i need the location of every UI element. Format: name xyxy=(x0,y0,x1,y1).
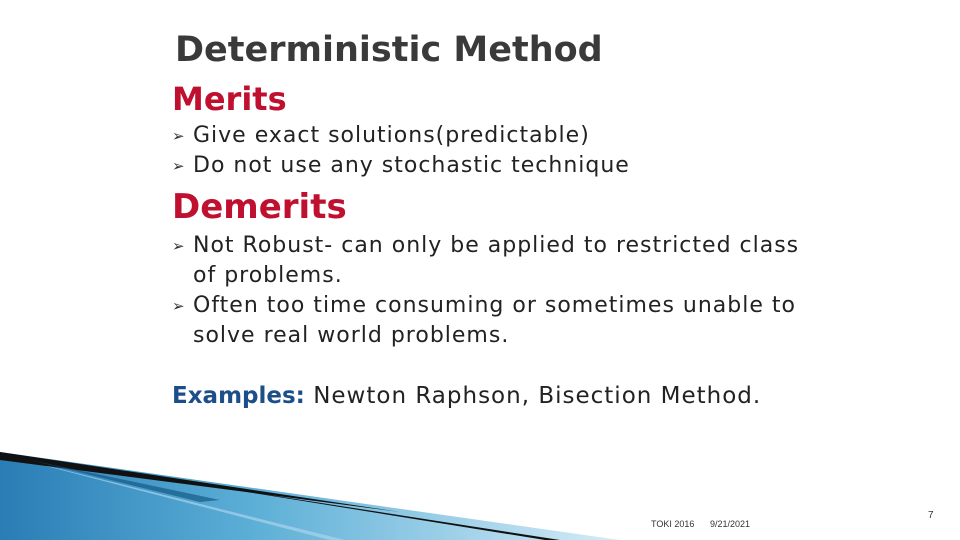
slide-title: Deterministic Method xyxy=(175,30,603,70)
list-item xyxy=(172,151,630,181)
examples-text: Newton Raphson, Bisection Method. xyxy=(313,383,762,409)
arrow-bullet-icon: ➢ xyxy=(172,157,186,175)
slide-number: 7 xyxy=(928,510,934,521)
demerits-heading: Demerits xyxy=(172,187,347,227)
footer-date: 9/21/2021 xyxy=(710,519,751,529)
demerit-text: Not Robust- can only be applied to restricted class of problems. xyxy=(193,233,800,288)
demerits-list xyxy=(172,231,812,351)
merits-list xyxy=(172,121,630,181)
examples-label: Examples: xyxy=(172,383,305,409)
decorative-swoosh xyxy=(0,440,960,540)
arrow-bullet-icon: ➢ xyxy=(172,127,186,145)
demerit-text: Often too time consuming or sometimes unable to solve real world problems. xyxy=(193,293,796,348)
list-item xyxy=(172,121,630,151)
list-item xyxy=(172,291,812,351)
list-item xyxy=(172,231,812,291)
examples-line xyxy=(172,383,761,409)
merit-text: Do not use any stochastic technique xyxy=(193,153,630,178)
footer-event: TOKI 2016 xyxy=(651,519,695,529)
arrow-bullet-icon: ➢ xyxy=(172,297,186,315)
arrow-bullet-icon: ➢ xyxy=(172,237,186,255)
merit-text: Give exact solutions(predictable) xyxy=(193,123,590,148)
merits-heading: Merits xyxy=(172,80,287,118)
